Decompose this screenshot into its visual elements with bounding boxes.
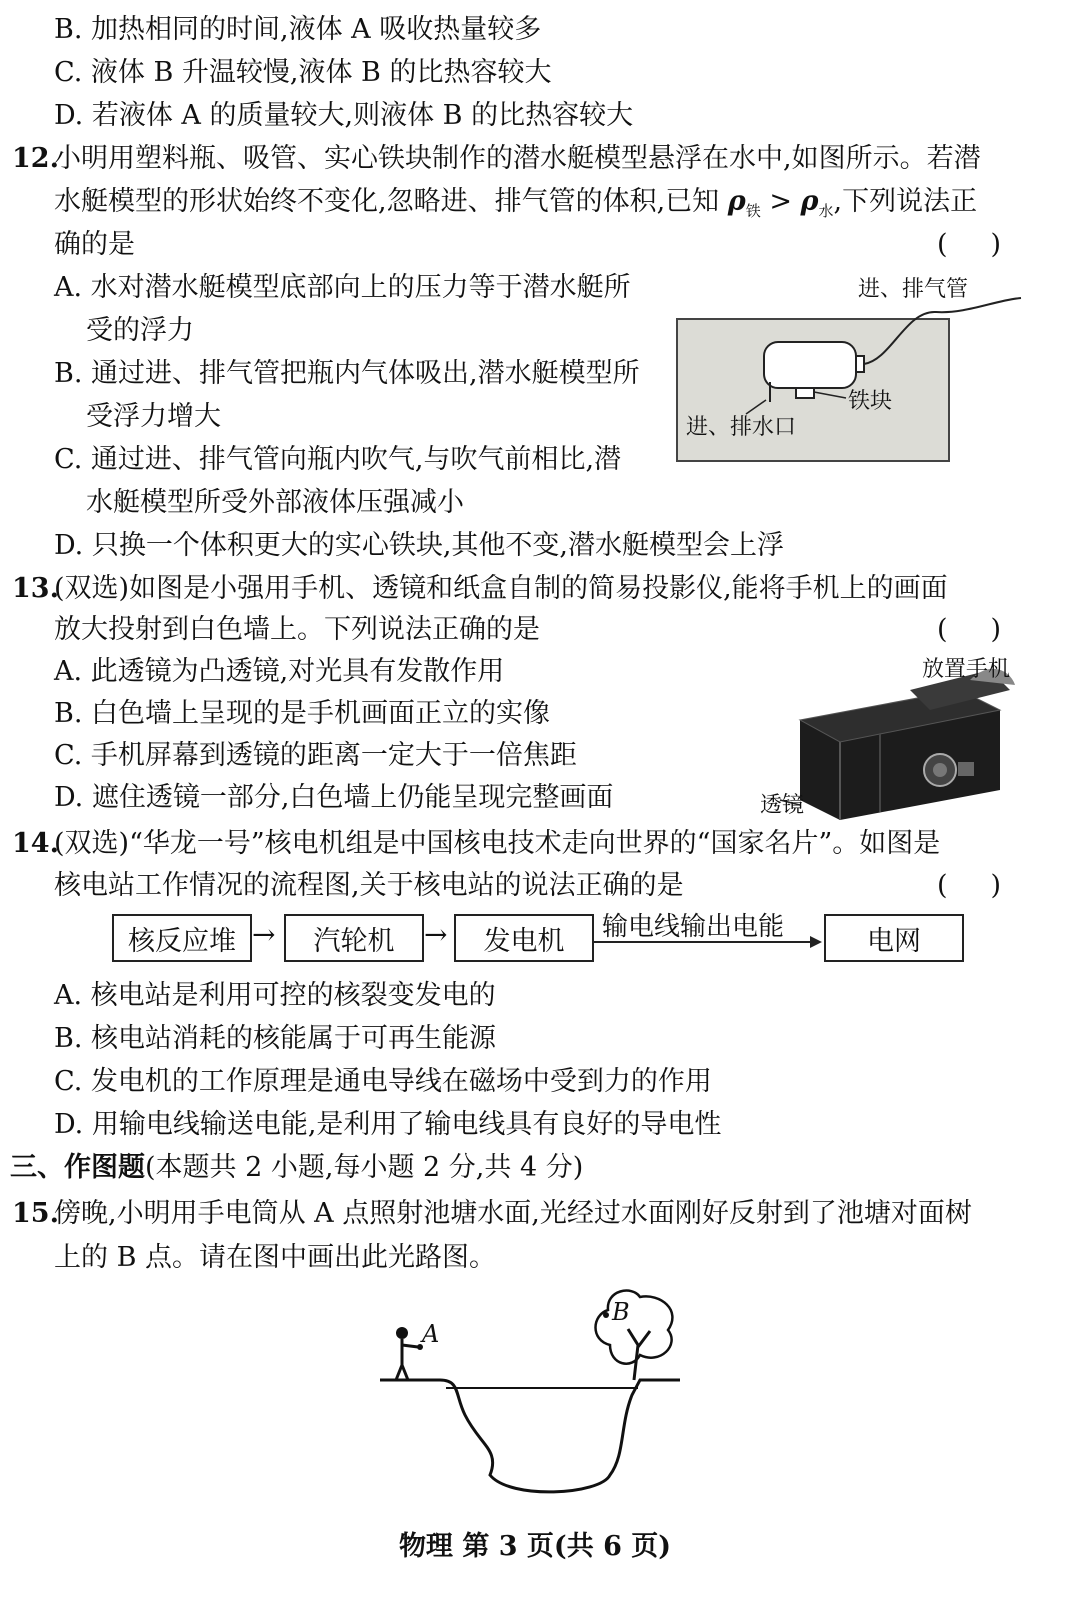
q12-answer-paren[interactable]: ( ) [937,229,1001,260]
q14-option-d: D. 用输电线输送电能,是利用了输电线具有良好的导电性 [54,1109,722,1140]
label-pipe: 进、排气管 [858,277,969,302]
page-footer: 物理 第 3 页(共 6 页) [398,1531,672,1562]
q11-option-b: B. 加热相同的时间,液体 A 吸收热量较多 [54,14,542,45]
q15-line1: 傍晚,小明用手电筒从 A 点照射池塘水面,光经过水面刚好反射到了池塘对面树 [54,1198,972,1229]
q12-option-c: C. 通过进、排气管向瓶内吹气,与吹气前相比,潜 [54,444,622,475]
flow-arrow-1: → [252,918,276,951]
q11-option-c: C. 液体 B 升温较慢,液体 B 的比热容较大 [54,57,552,88]
q13-number: 13. [12,573,59,604]
sub-iron: 铁 [745,202,761,220]
q13-line1: (双选)如图是小强用手机、透镜和纸盒自制的简易投影仪,能将手机上的画面 [54,573,948,604]
nuclear-flow-chart [112,914,972,966]
label-iron-block: 铁块 [848,389,893,414]
label-point-b: B [612,1298,630,1326]
q13-option-c: C. 手机屏幕到透镜的距离一定大于一倍焦距 [54,740,577,771]
label-point-a: A [422,1320,440,1348]
section-3-heading [10,1150,583,1186]
q12-line1: 小明用塑料瓶、吸管、实心铁块制作的潜水艇模型悬浮在水中,如图所示。若潜 [54,143,981,174]
label-lens: 透镜 [760,793,805,818]
rho-symbol-2: ρ [800,186,819,217]
q12-option-a-cont: 受的浮力 [86,315,194,346]
label-place-phone: 放置手机 [922,657,1011,682]
q12-option-b: B. 通过进、排气管把瓶内气体吸出,潜水艇模型所 [54,358,640,389]
q13-option-a: A. 此透镜为凸透镜,对光具有发散作用 [54,656,505,687]
q14-option-c: C. 发电机的工作原理是通电导线在磁场中受到力的作用 [54,1066,712,1097]
q13-line2: 放大投射到白色墙上。下列说法正确的是 [54,614,540,645]
q14-option-b: B. 核电站消耗的核能属于可再生能源 [54,1023,497,1054]
section-3-note: (本题共 2 小题,每小题 2 分,共 4 分) [145,1152,584,1183]
rho-symbol: ρ [727,186,746,217]
q14-line2: 核电站工作情况的流程图,关于核电站的说法正确的是 [54,870,684,901]
submarine-figure [676,270,1026,470]
section-3-title: 三、作图题 [10,1152,145,1183]
flow-box-reactor: 核反应堆 [112,914,252,962]
q14-answer-paren[interactable]: ( ) [937,870,1001,901]
q14-number: 14. [12,828,59,859]
q12-option-d: D. 只换一个体积更大的实心铁块,其他不变,潜水艇模型会上浮 [54,530,785,561]
q15-number: 15. [12,1198,59,1229]
flow-arrow-2: → [424,918,448,951]
q13-option-b: B. 白色墙上呈现的是手机画面正立的实像 [54,698,551,729]
q15-line2: 上的 B 点。请在图中画出此光路图。 [54,1242,497,1273]
projector-figure [760,650,1060,820]
person-head [396,1327,408,1339]
q12-line2-a: 水艇模型的形状始终不变化,忽略进、排气管的体积,已知 [54,186,728,217]
q12-option-b-cont: 受浮力增大 [86,401,221,432]
flow-long-arrow [592,930,824,950]
q13-answer-paren[interactable]: ( ) [937,614,1001,645]
q12-line2 [54,184,977,229]
gt-symbol: > [760,186,801,217]
q12-option-c-cont: 水艇模型所受外部液体压强减小 [86,487,464,518]
sub-water: 水 [818,202,834,220]
q13-option-d: D. 遮住透镜一部分,白色墙上仍能呈现完整画面 [54,782,614,813]
flow-arrow-label: 输电线输出电能 [602,912,785,942]
q12-number: 12. [12,143,59,174]
label-water-port: 进、排水口 [686,415,797,440]
pond-figure[interactable] [370,1285,690,1515]
q11-option-d: D. 若液体 A 的质量较大,则液体 B 的比热容较大 [54,100,634,131]
q14-option-a: A. 核电站是利用可控的核裂变发电的 [54,980,496,1011]
point-b[interactable] [603,1312,609,1318]
flow-box-generator: 发电机 [454,914,594,962]
q14-line1: (双选)“华龙一号”核电机组是中国核电技术走向世界的“国家名片”。如图是 [54,828,941,859]
q12-option-a: A. 水对潜水艇模型底部向上的压力等于潜水艇所 [54,272,631,303]
q12-line2-b: ,下列说法正 [833,186,978,217]
projector-drawing [760,650,1060,820]
flow-box-turbine: 汽轮机 [284,914,424,962]
q12-line3: 确的是 [54,229,135,260]
flow-box-grid: 电网 [824,914,964,962]
